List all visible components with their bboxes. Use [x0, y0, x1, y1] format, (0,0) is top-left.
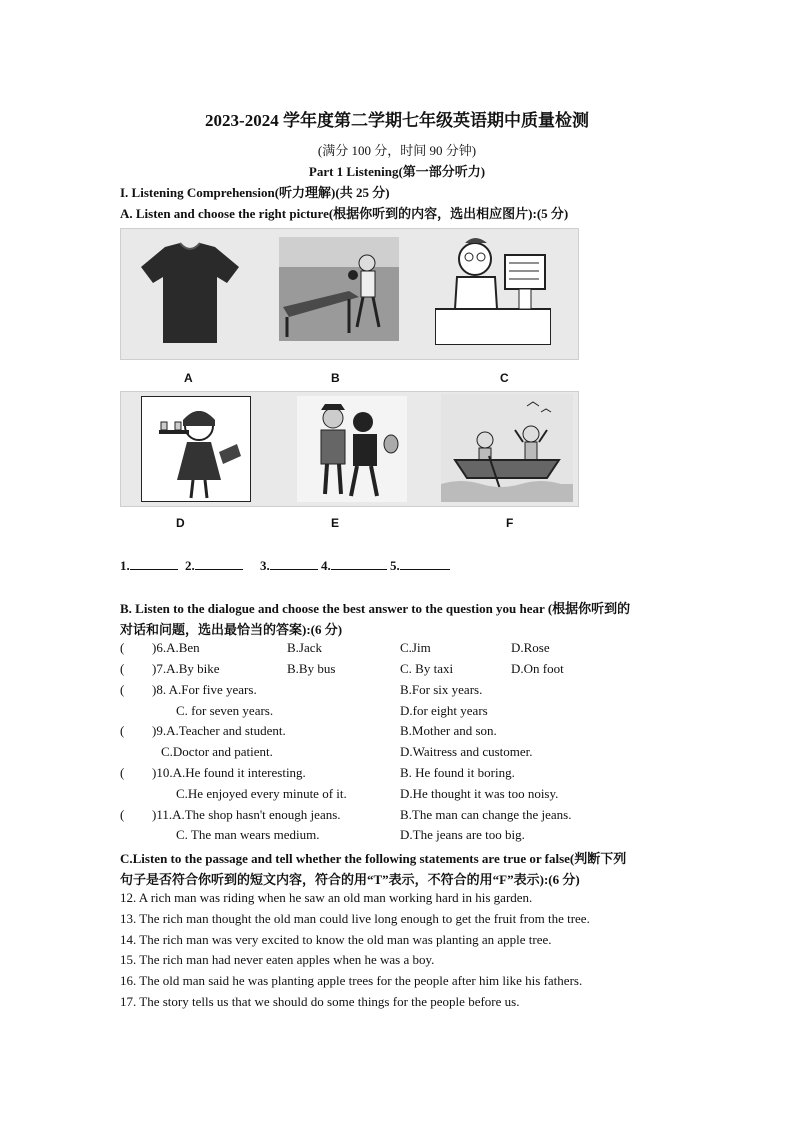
- part-b-heading-line2: 对话和问题，选出最恰当的答案):(6 分): [120, 622, 343, 637]
- q7-option-b: B.By bus: [287, 661, 336, 676]
- q8-option-a: )8. A.For five years.: [152, 682, 257, 697]
- q11-option-c: C. The man wears medium.: [176, 827, 320, 842]
- exam-info: (满分 100 分，时间 90 分钟): [317, 143, 477, 158]
- picture-strip-top: [120, 228, 579, 360]
- answer-blanks-row: [120, 557, 450, 574]
- q9-option-b: B.Mother and son.: [400, 723, 497, 738]
- statement-15: 15. The rich man had never eaten apples when he was a boy.: [120, 952, 435, 967]
- part-c-heading-line2: 句子是否符合你听到的短文内容，符合的用“T”表示，不符合的用“F”表示):(6 分): [120, 872, 580, 887]
- q7-option-c: C. By taxi: [400, 661, 454, 676]
- q6-option-d: D.Rose: [511, 640, 550, 655]
- picture-label-d: D: [176, 516, 185, 530]
- answer-label-3: 3.: [260, 558, 270, 573]
- answer-paren-6[interactable]: (: [120, 640, 125, 655]
- answer-paren-7[interactable]: (: [120, 661, 125, 676]
- answer-blank-5[interactable]: [400, 557, 450, 570]
- part-heading: Part 1 Listening(第一部分听力): [308, 164, 486, 179]
- part-b-heading-line1: B. Listen to the dialogue and choose the best answer to the question you hear (根据你听到的: [120, 601, 631, 616]
- picture-label-e: E: [331, 516, 340, 530]
- q10-option-a: )10.A.He found it interesting.: [152, 765, 306, 780]
- answer-paren-8[interactable]: (: [120, 682, 125, 697]
- answer-paren-11[interactable]: (: [120, 807, 125, 822]
- q7-option-d: D.On foot: [511, 661, 564, 676]
- picture-label-b: B: [331, 371, 340, 385]
- q10-option-c: C.He enjoyed every minute of it.: [176, 786, 347, 801]
- answer-blank-4[interactable]: [331, 557, 387, 570]
- part-a-heading: A. Listen and choose the right picture(根据你听到的内容，选出相应图片):(5 分): [120, 206, 569, 221]
- q11-option-a: )11.A.The shop hasn't enough jeans.: [152, 807, 341, 822]
- answer-label-4: 4.: [321, 558, 331, 573]
- picture-strip-bottom: [120, 391, 579, 507]
- statement-13: 13. The rich man thought the old man could live long enough to get the fruit from the tree.: [120, 911, 590, 926]
- answer-blank-3[interactable]: [270, 557, 318, 570]
- people-in-boat-icon: [441, 394, 573, 502]
- answer-paren-10[interactable]: (: [120, 765, 125, 780]
- q8-option-d: D.for eight years: [400, 703, 488, 718]
- q6-option-a: )6.A.Ben: [152, 640, 200, 655]
- q10-option-b: B. He found it boring.: [400, 765, 515, 780]
- part-c-heading-line1: C.Listen to the passage and tell whether the following statements are true or false(判断下列: [120, 851, 627, 866]
- q8-option-c: C. for seven years.: [176, 703, 274, 718]
- q11-option-d: D.The jeans are too big.: [400, 827, 525, 842]
- statement-17: 17. The story tells us that we should do some things for the people before us.: [120, 994, 520, 1009]
- q10-option-d: D.He thought it was too noisy.: [400, 786, 559, 801]
- man-at-computer-icon: [435, 233, 551, 345]
- q9-option-d: D.Waitress and customer.: [400, 744, 533, 759]
- police-catching-thief-icon: [297, 396, 407, 502]
- q7-option-a: )7.A.By bike: [152, 661, 220, 676]
- t-shirt-icon: [135, 239, 245, 349]
- picture-label-c: C: [500, 371, 509, 385]
- q11-option-b: B.The man can change the jeans.: [400, 807, 572, 822]
- answer-label-5: 5.: [390, 558, 400, 573]
- section-heading: I. Listening Comprehension(听力理解)(共 25 分): [120, 185, 390, 200]
- q6-option-c: C.Jim: [400, 640, 431, 655]
- statement-12: 12. A rich man was riding when he saw an old man working hard in his garden.: [120, 890, 533, 905]
- answer-label-2: 2.: [185, 558, 195, 573]
- q9-option-c: C.Doctor and patient.: [161, 744, 273, 759]
- answer-blank-1[interactable]: [130, 557, 178, 570]
- statement-14: 14. The rich man was very excited to know the old man was planting an apple tree.: [120, 932, 552, 947]
- waitress-icon: [141, 396, 251, 502]
- table-tennis-player-icon: [279, 237, 399, 341]
- exam-title: 2023-2024 学年度第二学期七年级英语期中质量检测: [205, 111, 589, 130]
- picture-label-a: A: [184, 371, 193, 385]
- q6-option-b: B.Jack: [287, 640, 323, 655]
- answer-paren-9[interactable]: (: [120, 723, 125, 738]
- answer-blank-2[interactable]: [195, 557, 243, 570]
- statement-16: 16. The old man said he was planting apple trees for the people after him like his fathers.: [120, 973, 583, 988]
- picture-label-f: F: [506, 516, 514, 530]
- q8-option-b: B.For six years.: [400, 682, 483, 697]
- q9-option-a: )9.A.Teacher and student.: [152, 723, 286, 738]
- answer-label-1: 1.: [120, 558, 130, 573]
